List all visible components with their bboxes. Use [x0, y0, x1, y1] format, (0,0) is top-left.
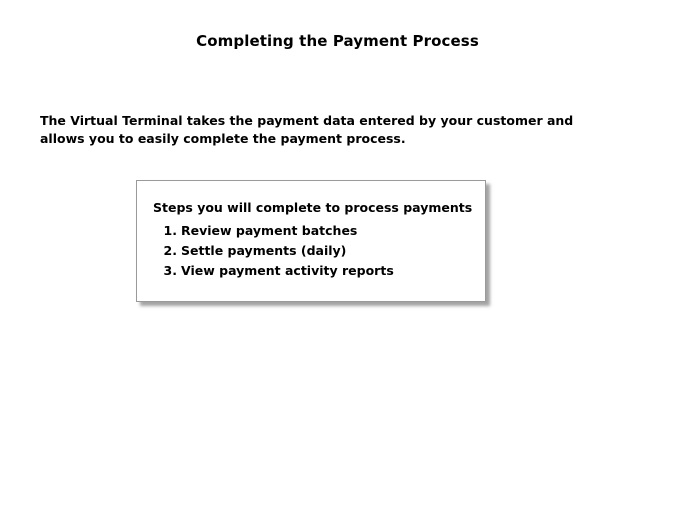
list-item — [153, 241, 394, 261]
step-number: 3. — [163, 263, 177, 278]
page-title: Completing the Payment Process — [196, 32, 479, 50]
steps-list — [153, 221, 394, 281]
steps-box-heading: Steps you will complete to process payments — [153, 200, 473, 215]
step-label: Review payment batches — [181, 223, 358, 238]
list-item — [153, 261, 394, 281]
step-label: Settle payments (daily) — [181, 243, 347, 258]
step-number: 2. — [163, 243, 177, 258]
intro-paragraph: The Virtual Terminal takes the payment data entered by your customer and allows you to easily complete the payment process. — [40, 113, 574, 147]
steps-box — [136, 180, 486, 302]
step-number: 1. — [163, 223, 177, 238]
list-item — [153, 221, 394, 241]
step-label: View payment activity reports — [181, 263, 394, 278]
